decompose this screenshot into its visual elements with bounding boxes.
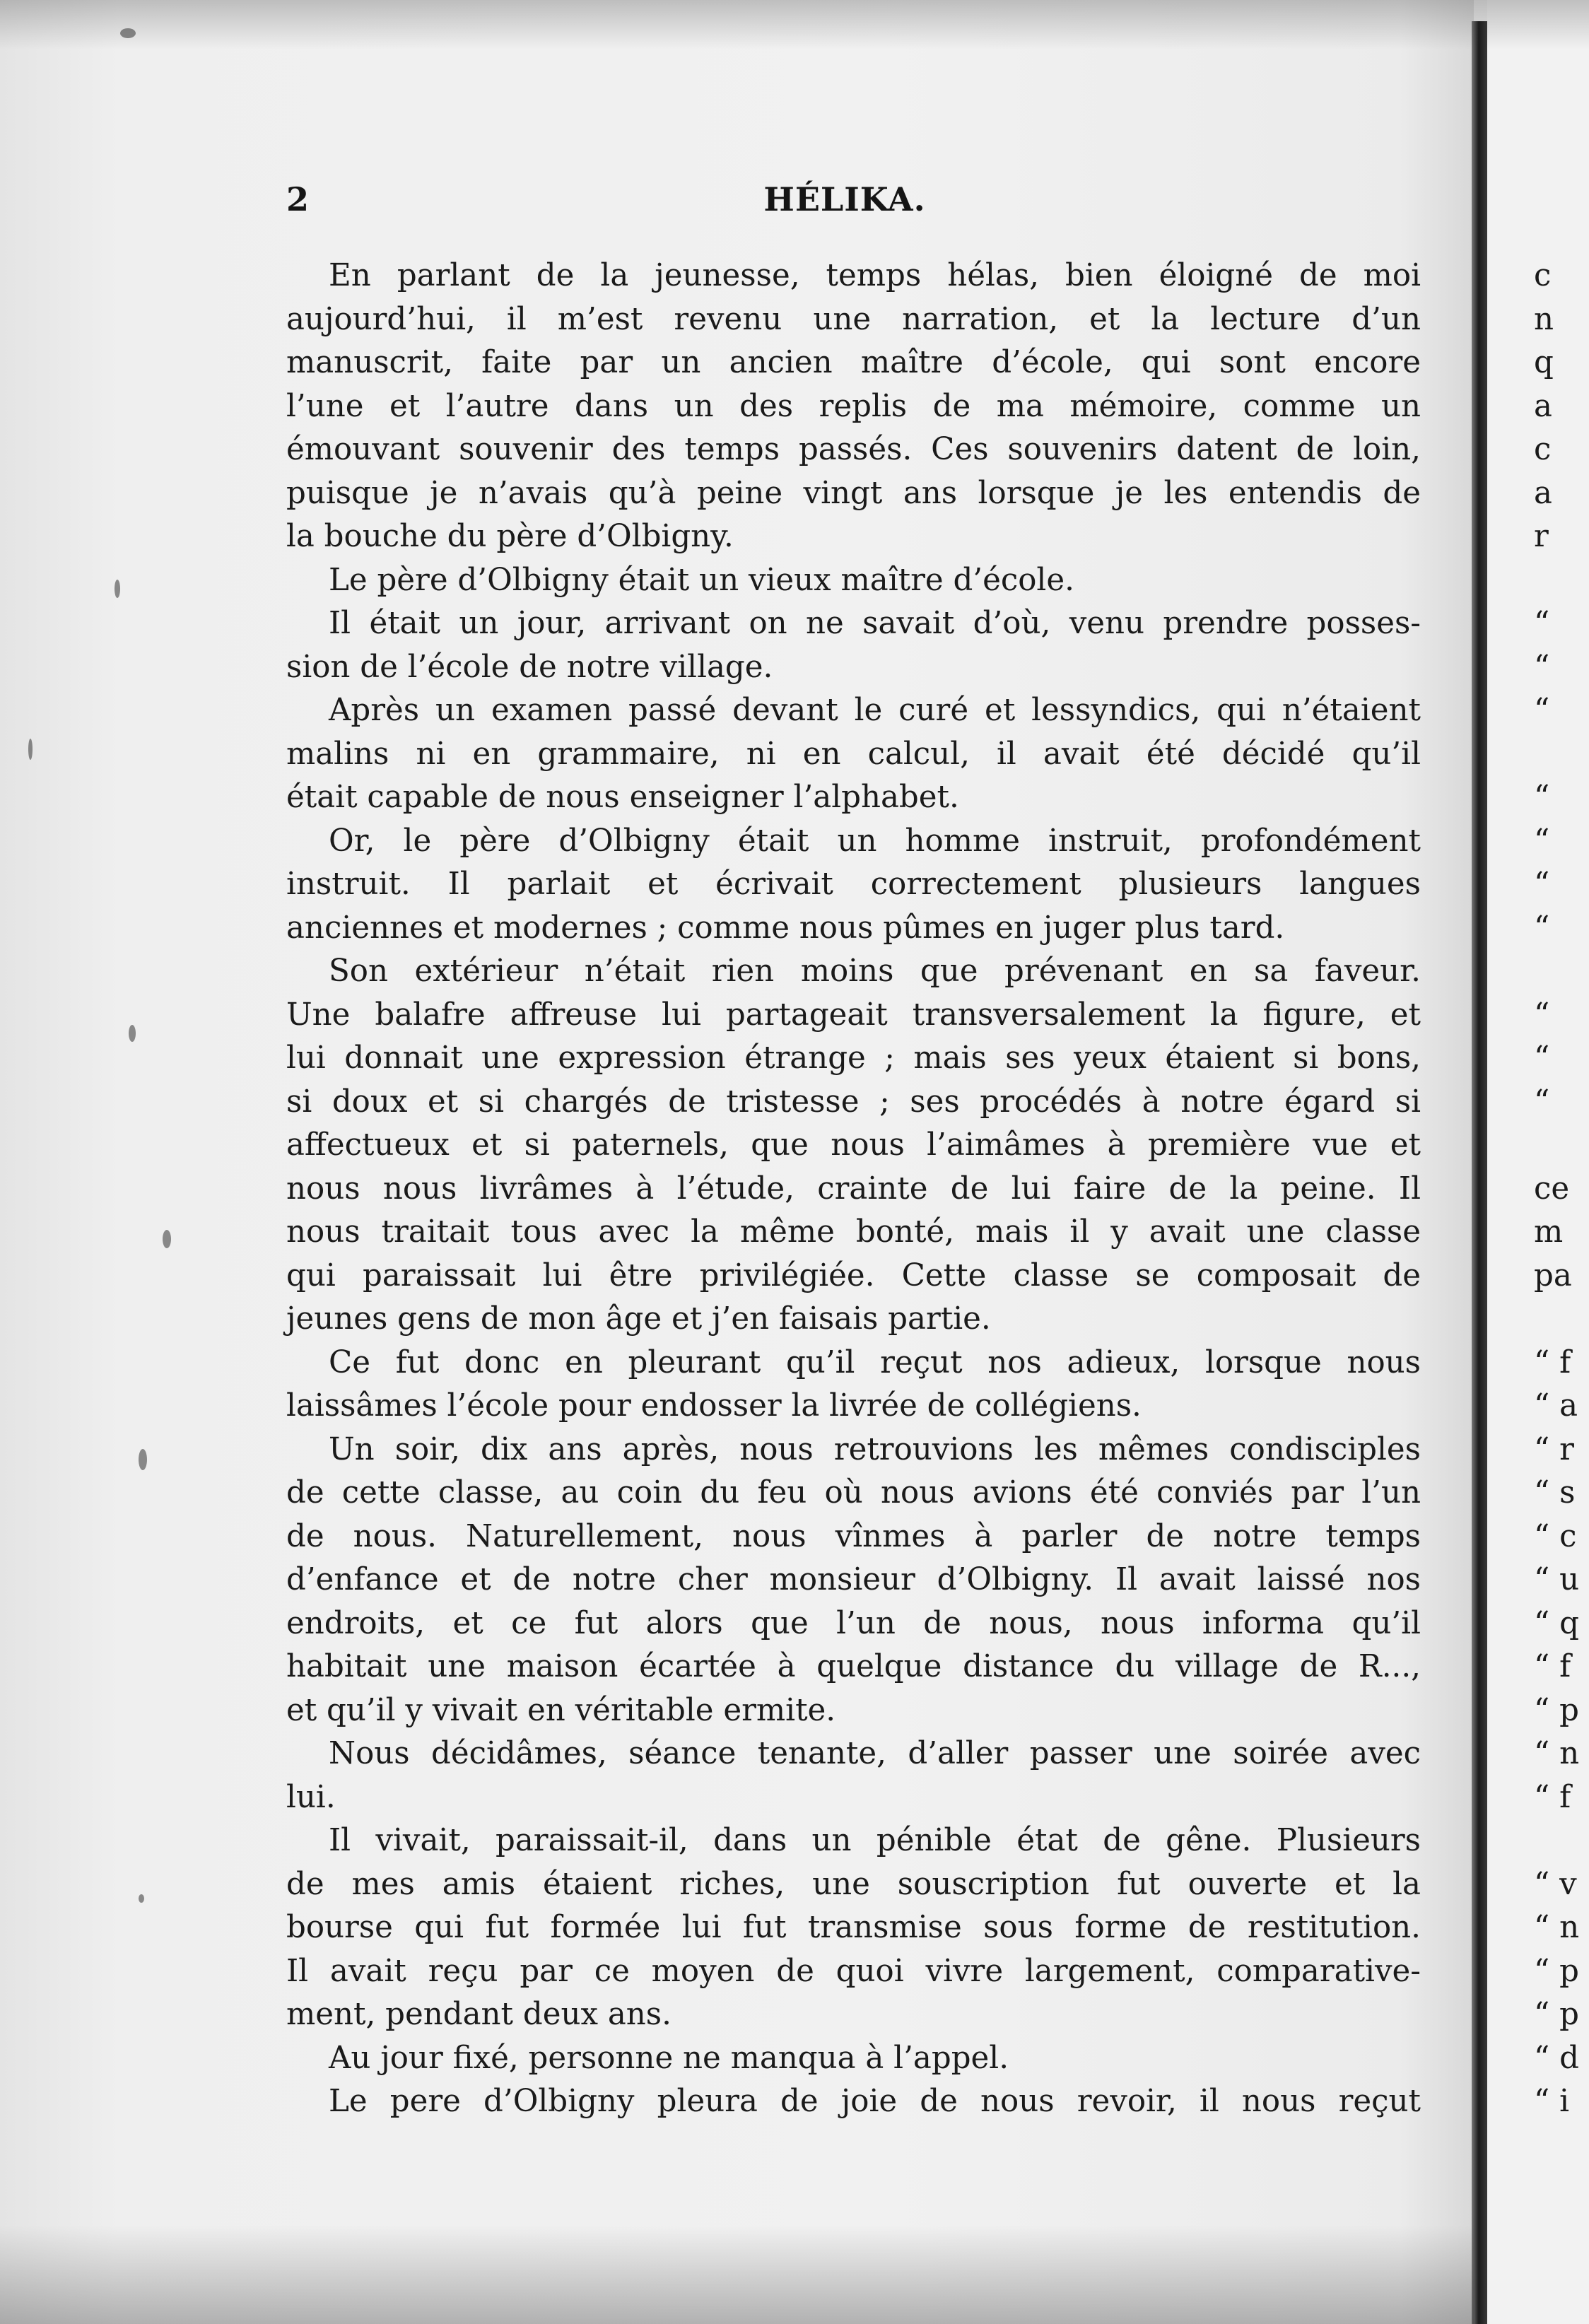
text-line: ment, pendant deux ans.	[286, 1997, 672, 2032]
right-page-fragment	[1534, 1298, 1589, 1342]
right-page-fragment: “	[1534, 649, 1550, 685]
right-page-fragment: ce	[1534, 1170, 1570, 1207]
text-line: Après un examen passé devant le curé et lessyndics, qui n’étaient	[329, 693, 1421, 728]
text-line: Il était un jour, arrivant on ne savait d’où, venu prendre posses-	[329, 606, 1421, 641]
right-page-fragment	[1534, 733, 1589, 777]
right-page-fragment: “ r	[1534, 1431, 1574, 1467]
right-page-text-fragments	[1534, 254, 1589, 2124]
right-page-fragment: “ a	[1534, 1388, 1578, 1424]
right-page-fragment: r	[1534, 519, 1549, 554]
right-page-fragment: “ f	[1534, 1779, 1571, 1815]
scan-speck	[129, 1025, 136, 1042]
text-line: si doux et si chargés de tristesse ; ses procédés à notre égard si	[286, 1084, 1421, 1120]
text-line: nous nous livrâmes à l’étude, crainte de lui faire de la peine. Il	[286, 1170, 1421, 1207]
text-line: Le pere d’Olbigny pleura de joie de nous revoir, il nous reçut	[329, 2084, 1421, 2119]
text-line: En parlant de la jeunesse, temps hélas, bien éloigné de moi	[329, 258, 1421, 293]
right-page-fragment: “ p	[1534, 1953, 1579, 1989]
right-page-fragment: “ p	[1534, 1692, 1579, 1728]
right-page-fragment: m	[1534, 1214, 1564, 1250]
running-title: HÉLIKA.	[763, 180, 926, 218]
text-line: Il vivait, paraissait-il, dans un pénible état de gêne. Plusieurs	[329, 1823, 1421, 1858]
right-page-fragment: “	[1534, 823, 1550, 859]
text-line: l’une et l’autre dans un des replis de ma mémoire, comme un	[286, 388, 1421, 424]
right-page-fragment: “	[1534, 997, 1550, 1033]
right-page-fragment: pa	[1534, 1257, 1572, 1293]
right-page-fragment: “	[1534, 910, 1550, 946]
right-page-fragment: “	[1534, 1040, 1550, 1076]
text-line: bourse qui fut formée lui fut transmise sous forme de restitution.	[286, 1910, 1421, 1945]
right-page-fragment: “ f	[1534, 1649, 1571, 1684]
text-line: qui paraissait lui être privilégiée. Cette classe se composait de	[286, 1257, 1421, 1293]
text-line: Son extérieur n’était rien moins que prévenant en sa faveur.	[329, 953, 1421, 989]
text-line: Au jour fixé, personne ne manqua à l’appel.	[329, 2040, 1009, 2076]
right-page-fragment: “	[1534, 1084, 1550, 1120]
right-page-fragment	[1534, 559, 1589, 603]
scan-speck	[120, 28, 136, 38]
right-page-fragment: c	[1534, 258, 1552, 293]
right-page-fragment: “ n	[1534, 1736, 1580, 1771]
text-line: aujourd’hui, il m’est revenu une narration, et la lecture d’un	[286, 301, 1421, 337]
right-page-fragment: q	[1534, 345, 1554, 380]
text-line: lui donnait une expression étrange ; mais ses yeux étaient si bons,	[286, 1040, 1421, 1076]
text-line: d’enfance et de notre cher monsieur d’Olbigny. Il avait laissé nos	[286, 1562, 1421, 1597]
book-gutter	[1472, 21, 1487, 2324]
text-line: Une balafre affreuse lui partageait transversalement la figure, et	[286, 997, 1421, 1033]
top-shadow	[0, 0, 1589, 49]
scan-speck	[139, 1449, 147, 1470]
right-page-fragment: “ v	[1534, 1866, 1577, 1902]
text-line: nous traitait tous avec la même bonté, mais il y avait une classe	[286, 1214, 1421, 1250]
page-number: 2	[286, 180, 310, 218]
text-line: était capable de nous enseigner l’alphabet.	[286, 780, 959, 815]
right-page-fragment	[1534, 950, 1589, 994]
right-page-fragment: “ u	[1534, 1562, 1580, 1597]
text-line: malins ni en grammaire, ni en calcul, il avait été décidé qu’il	[286, 736, 1421, 772]
right-page-fragment: c	[1534, 432, 1552, 467]
text-line: puisque je n’avais qu’à peine vingt ans lorsque je les entendis de	[286, 475, 1421, 511]
text-line: sion de l’école de notre village.	[286, 649, 773, 685]
right-page-fragment: a	[1534, 388, 1552, 424]
right-page-fragment: “ p	[1534, 1997, 1579, 2032]
text-line: affectueux et si paternels, que nous l’aimâmes à première vue et	[286, 1127, 1421, 1163]
text-line: la bouche du père d’Olbigny.	[286, 519, 734, 554]
text-line: Il avait reçu par ce moyen de quoi vivre largement, comparative-	[286, 1953, 1421, 1989]
right-page-fragment	[1534, 1819, 1589, 1863]
right-page-fragment: “ c	[1534, 1518, 1577, 1554]
text-line: Or, le père d’Olbigny était un homme instruit, profondément	[329, 823, 1421, 859]
right-page-fragment: “ f	[1534, 1344, 1571, 1380]
right-page-fragment: “ s	[1534, 1475, 1576, 1510]
right-page-fragment: “ i	[1534, 2084, 1569, 2119]
right-page-fragment: “	[1534, 606, 1550, 641]
scan-speck	[115, 580, 120, 598]
text-line: anciennes et modernes ; comme nous pûmes en juger plus tard.	[286, 910, 1285, 946]
text-line: habitait une maison écartée à quelque distance du village de R...,	[286, 1649, 1421, 1684]
right-page-fragment: “	[1534, 780, 1550, 815]
text-line: endroits, et ce fut alors que l’un de nous, nous informa qu’il	[286, 1605, 1421, 1641]
text-line: laissâmes l’école pour endosser la livrée de collégiens.	[286, 1388, 1142, 1424]
text-line: de nous. Naturellement, nous vînmes à parler de notre temps	[286, 1518, 1421, 1554]
text-line: Le père d’Olbigny était un vieux maître d’école.	[329, 562, 1074, 598]
right-page-fragment: “ q	[1534, 1605, 1579, 1641]
right-page-fragment	[1534, 1124, 1589, 1168]
right-page-fragment: “	[1534, 693, 1550, 728]
text-line: et qu’il y vivait en véritable ermite.	[286, 1692, 836, 1728]
text-line: instruit. Il parlait et écrivait correctement plusieurs langues	[286, 867, 1421, 902]
text-line: jeunes gens de mon âge et j’en faisais partie.	[286, 1301, 991, 1337]
text-line: Nous décidâmes, séance tenante, d’aller passer une soirée avec	[329, 1736, 1421, 1771]
scan-speck	[163, 1230, 171, 1248]
text-line: Un soir, dix ans après, nous retrouvions les mêmes condisciples	[329, 1431, 1421, 1467]
text-line: de mes amis étaient riches, une souscription fut ouverte et la	[286, 1866, 1421, 1902]
text-line: manuscrit, faite par un ancien maître d’école, qui sont encore	[286, 345, 1421, 380]
right-page-fragment: “ n	[1534, 1910, 1580, 1945]
text-line: lui.	[286, 1779, 336, 1815]
right-page-fragment: “	[1534, 867, 1550, 902]
scan-speck	[139, 1894, 144, 1903]
text-line: émouvant souvenir des temps passés. Ces souvenirs datent de loin,	[286, 432, 1421, 467]
scan-speck	[28, 739, 33, 760]
body-text	[286, 254, 1421, 2124]
right-page-fragment: n	[1534, 301, 1554, 337]
text-line: Ce fut donc en pleurant qu’il reçut nos adieux, lorsque nous	[329, 1344, 1421, 1380]
text-line: de cette classe, au coin du feu où nous avions été conviés par l’un	[286, 1475, 1421, 1510]
page-header	[286, 180, 1403, 237]
right-page-fragment: “ d	[1534, 2040, 1579, 2076]
bottom-shadow	[0, 2225, 1474, 2324]
right-page-fragment: a	[1534, 475, 1552, 511]
